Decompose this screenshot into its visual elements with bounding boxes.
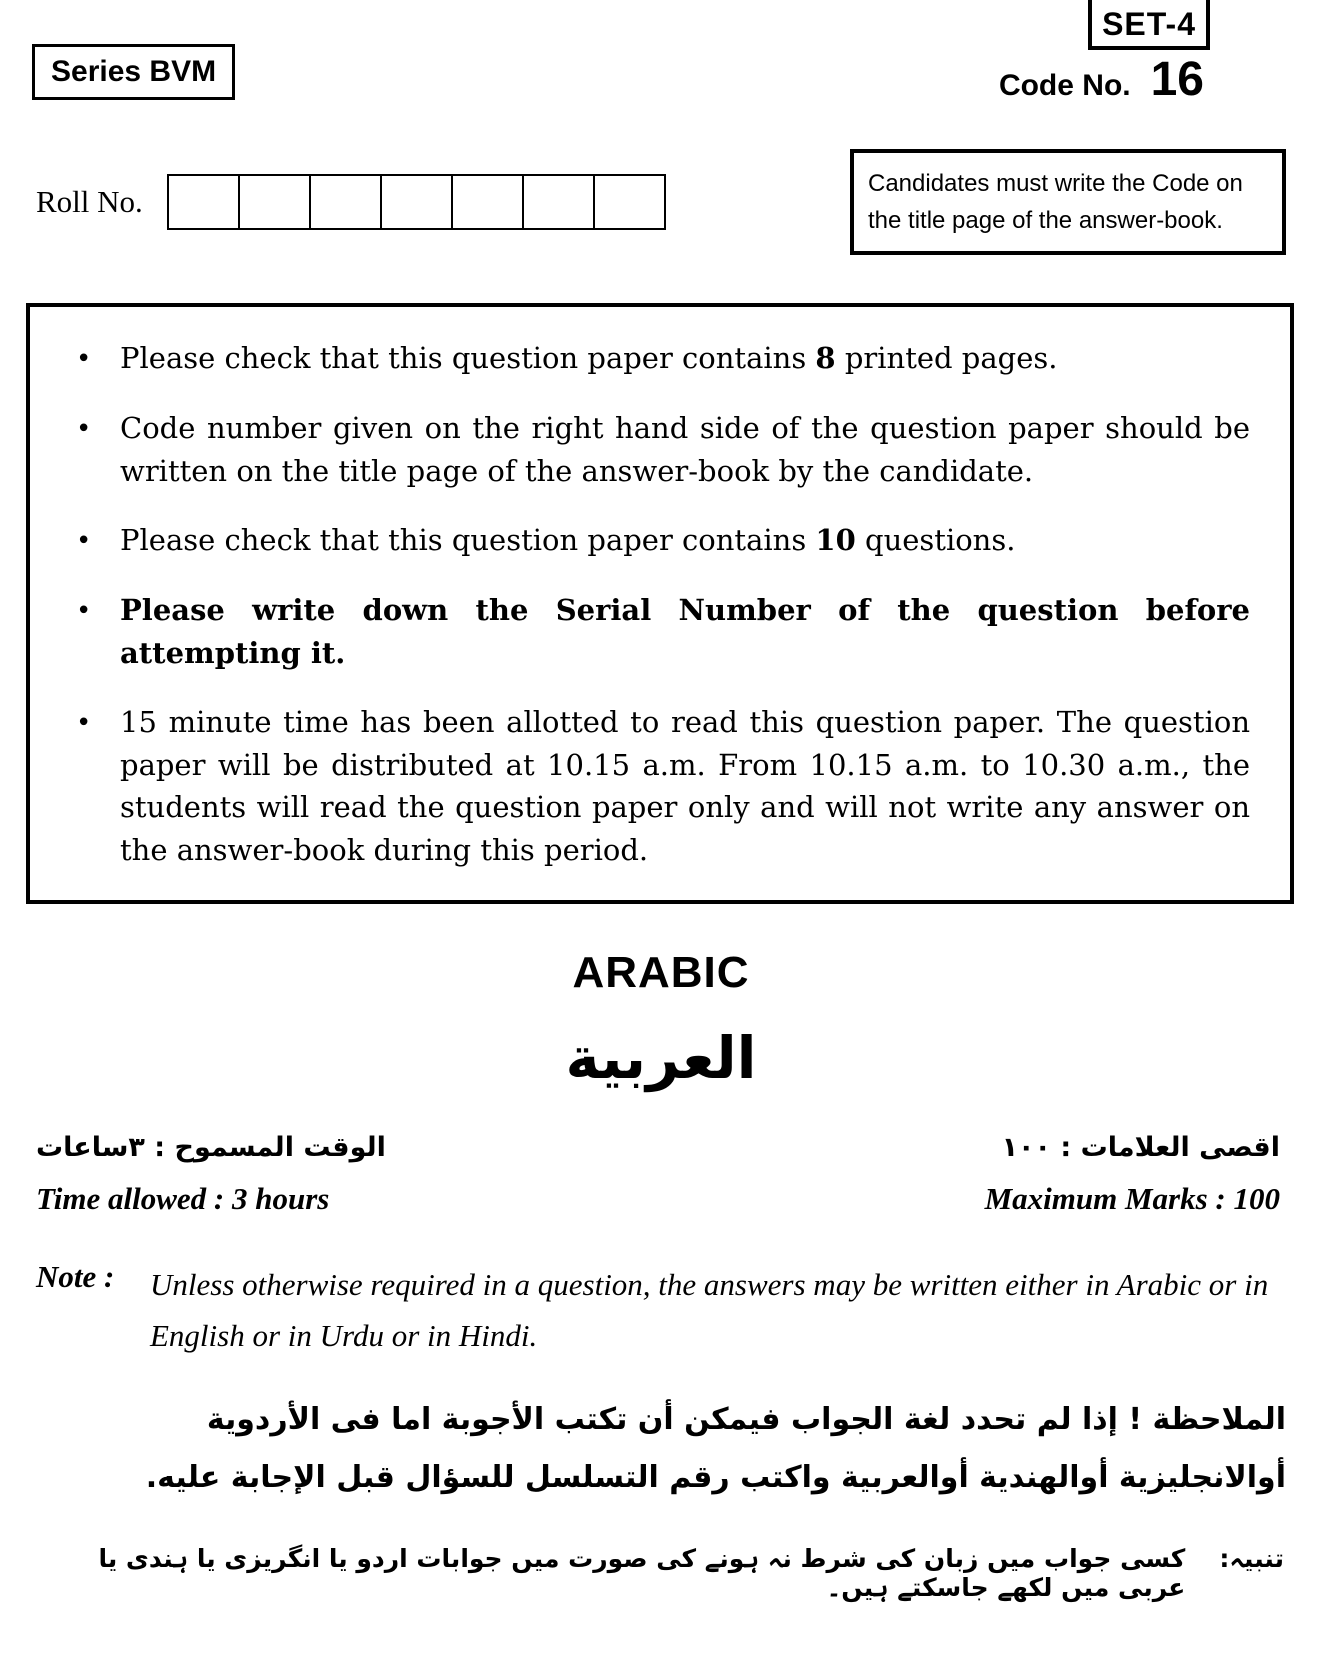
- exam-meta-row: [0, 1092, 1322, 1217]
- code-number: [999, 52, 1204, 107]
- time-allowed-block: [36, 1132, 386, 1217]
- note-english-block: [0, 1217, 1322, 1361]
- instruction-text-bold: Please write down the Serial Number of the question before attempting it.: [120, 592, 1250, 670]
- instruction-item: [48, 701, 1250, 872]
- bullet-icon: •: [76, 708, 92, 739]
- set-label: SET-4: [1102, 6, 1196, 42]
- max-marks-english: Maximum Marks : 100: [984, 1180, 1280, 1216]
- roll-digit-cell: [167, 174, 240, 230]
- instruction-text-pre: 15 minute time has been allotted to read this question paper. The question paper will be distributed at 10.15 a.m. From 10.15 a.m. to 10.30 a.m., the students will read the question paper only and will not write any answer on the answer-book during this period.: [120, 705, 1250, 867]
- roll-digit-cell: [309, 174, 382, 230]
- instructions-list: [48, 337, 1250, 871]
- instruction-text-post: printed pages.: [835, 341, 1058, 376]
- roll-digit-cell: [380, 174, 453, 230]
- subject-title-arabic: العربية: [565, 1023, 757, 1092]
- code-label: Code No.: [998, 69, 1131, 102]
- instruction-text: [120, 341, 1058, 375]
- roll-digit-cell: [238, 174, 311, 230]
- instruction-text-post: questions.: [855, 523, 1016, 558]
- instructions-box: [26, 303, 1294, 903]
- roll-number-boxes: [167, 174, 666, 230]
- instruction-text: [120, 523, 1015, 557]
- note-text-urdu: کسی جواب میں زبان کی شرط نہ ہونے کی صورت میں جوابات اردو یا انگریزی یا ہندی یا عربی میں لکھے جاسکتے ہیں۔: [98, 1543, 1186, 1602]
- instruction-text-pre: Code number given on the right hand side of the question paper should be written on the title page of the answer-book by the candidate.: [120, 411, 1250, 488]
- instruction-text: [120, 705, 1250, 867]
- subject-title-english: ARABIC: [572, 947, 750, 997]
- instruction-item: [48, 337, 1250, 380]
- max-marks-arabic: اقصى العلامات : ١٠٠: [1001, 1131, 1280, 1163]
- roll-digit-cell: [451, 174, 524, 230]
- roll-digit-cell: [593, 174, 666, 230]
- instruction-text-pre: Please check that this question paper contains: [120, 523, 816, 558]
- instruction-text-pre: Please check that this question paper contains: [120, 341, 816, 376]
- time-allowed-arabic: الوقت المسموح : ٣ساعات: [36, 1131, 386, 1163]
- note-urdu-block: [0, 1544, 1322, 1602]
- note-text-english: Unless otherwise required in a question, the answers may be written either in Arabic or in English or in Urdu or in Hindi.: [150, 1266, 1269, 1353]
- note-text-arabic: الملاحظة ! إذا لم تحدد لغة الجواب فيمكن أن تكتب الأجوبة اما فى الأردوية أوالانجليزية أوالهندية أوالعربية واكتب رقم التسلسل للسؤال قبل الإجابة عليه.: [145, 1401, 1286, 1496]
- instruction-item: [48, 589, 1250, 674]
- series-label: Series BVM: [51, 55, 217, 88]
- candidates-note-box: [850, 149, 1286, 255]
- instruction-text-bold: 8: [815, 341, 836, 376]
- bullet-icon: •: [76, 414, 92, 444]
- time-allowed-english: Time allowed : 3 hours: [36, 1180, 330, 1216]
- candidates-note-text: Candidates must write the Code on the title page of the answer-book.: [868, 170, 1243, 235]
- code-number-value: 16: [1150, 53, 1204, 106]
- bullet-icon: •: [76, 344, 92, 375]
- bullet-icon: •: [76, 595, 92, 626]
- instruction-item: [48, 407, 1250, 492]
- series-badge: [32, 44, 235, 100]
- set-badge: [1088, 0, 1210, 50]
- max-marks-block: [985, 1132, 1280, 1217]
- bullet-icon: •: [76, 526, 92, 557]
- roll-no-label: Roll No.: [36, 184, 143, 220]
- note-label-urdu: تنبیہ:: [1219, 1543, 1284, 1573]
- note-label: Note :: [36, 1258, 115, 1294]
- instruction-text: [120, 411, 1250, 488]
- roll-number-row: [0, 107, 1322, 255]
- instruction-item: [48, 519, 1250, 562]
- roll-digit-cell: [522, 174, 595, 230]
- instruction-text: [120, 593, 1250, 670]
- instruction-text-bold: 10: [815, 523, 856, 558]
